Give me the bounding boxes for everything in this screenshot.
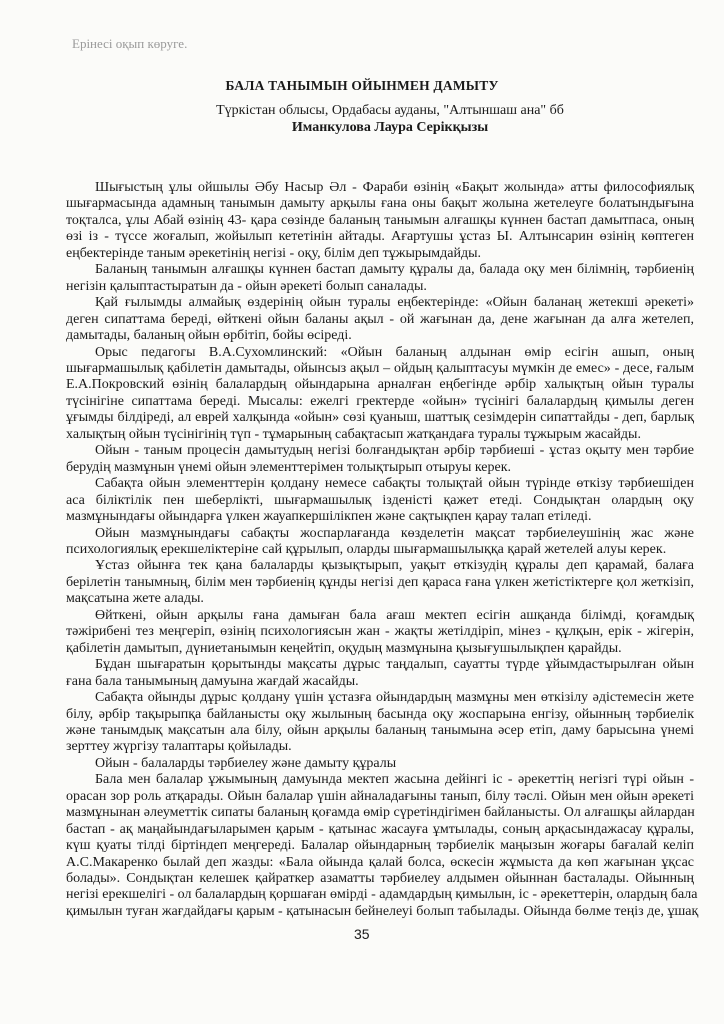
author-name: Иманкулова Лаура Серікқызы	[291, 120, 489, 135]
author-affiliation: Түркістан облысы, Ордабасы ауданы, "Алтыншаш ана" бб	[216, 103, 564, 118]
text-line: өзі із - түссе жоғалып, жойылып кететінін айтады. Ағартушы ұстаз Ы. Алтынсарин өзінің көптеген	[66, 229, 694, 245]
paragraph	[66, 476, 694, 525]
text-line: Бұдан шығаратын қорытынды мақсаты дұрыс таңдалып, сауатты түрде ұйымдастырылған ойын	[95, 657, 694, 673]
text-line: берілетін танымның, білім мен тәрбиенің құнды негізі деп қараса ғана үлкен жетістіктерге қол жеткізіп,	[66, 574, 694, 590]
text-line: зерттеу жүргізу талаптары қойылады.	[66, 739, 292, 755]
article-body	[66, 180, 699, 920]
text-line: Е.А.Покровский өзінің балалардың ойындарына арналған еңбегінде әрбір халықтың ойын туралы	[66, 377, 694, 393]
text-line: қимылын туған жағдайдағы қарым - қатынасын бейнелеуі болып табылады. Ойында бөлме теңіз де, ұшақ	[66, 903, 699, 919]
text-line: және танымдық мақсатын ала білу, ойын арқылы баланың танымына әсер етіп, даму барысына үнемі	[66, 722, 694, 738]
page-number: 35	[354, 926, 370, 942]
paragraph	[66, 772, 699, 920]
text-line: болады». Сондықтан келешек қайраткер азаматты тәрбиелеу алдымен ойыннан басталады. Ойынның	[66, 871, 694, 887]
text-line: А.С.Макаренко былай деп жазды: «Бала ойында қалай болса, өскесін жұмыста да көп жағынан ұқсас	[66, 854, 694, 870]
text-line: психологиялық ерекшеліктеріне сай құрылып, оларды шығармашылыққа қарай жетелей алуы керек.	[66, 541, 667, 557]
text-line: шығармасында адамның танымын дамыту арқылы ғана оны бақыт жолына жетелеуге болатындығына	[66, 196, 694, 212]
text-line: Орыс педагогы В.А.Сухомлинский: «Ойын баланың алдынан өмір есігін ашып, оның	[95, 344, 694, 360]
text-line: Сабақта ойынды дұрыс қолдану үшін ұстазға ойындардың мазмұны мен өткізілу әдістемесін жете	[95, 690, 694, 706]
paragraph	[66, 690, 694, 756]
text-line: Ойын - таным процесін дамытудың негізі болғандықтан әрбір тәрбиеші - ұстаз оқыту мен тәрбие	[95, 443, 694, 459]
paragraph	[66, 262, 694, 295]
previous-text-fragment: Ерінесі оқып көруге.	[72, 36, 188, 51]
text-line: бастап - ақ маңайындағыларымен қарым - қатынас жасауға ұмтылады, соның арқасындажасау құралы,	[66, 821, 694, 837]
text-line: тәжірибені тез меңгеріп, өзінің психологиясын жан - жақты жетілдіріп, мінез - құлқын, ерік - жігерін,	[66, 624, 694, 640]
text-line: Баланың танымын алғашқы күннен бастап дамыту құралы да, балада оқу мен білімнің, тәрбиенің	[95, 262, 694, 278]
text-line: ұғымды білдіреді, ал еврей халқында «ойын» сөзі қуаныш, шаттық сезімдерін сипаттайды - деп, барлық	[66, 410, 694, 426]
text-line: Өйткені, ойын арқылы ғана дамыған бала ағаш мектеп есігін ашқанда білімді, қоғамдық	[95, 607, 694, 623]
text-line: күш қуаты тілді біртіндеп меңгереді. Балалар ойындарның тәрбиелік маңызын жоғары бағалай келіп	[66, 838, 694, 854]
text-line: білу, әрбір тақырыпқа байланысты оқу жылының басында оқу жоспарына енгізу, ойынның тәрбиелік	[66, 706, 694, 722]
text-line: мазмұнынан әлеуметтік сипаты баланың қоғамда өмір сүретіндігімен байланысты. Ол алғашқы айлардан	[66, 805, 695, 821]
text-line: ғана бала танымының дамуына жағдай жасайды.	[66, 673, 359, 689]
text-line: еңбектерінде таным әрекетінің негізі - оқу, білім деп тұжырымдайды.	[66, 245, 481, 261]
paragraph	[66, 443, 694, 476]
text-line: Ойын - балаларды тәрбиелеу және дамыту құралы	[95, 755, 397, 771]
text-line: Ұстаз ойынға тек қана балаларды қызықтырып, уақыт өткізудің құралы деп қарамай, балаға	[95, 558, 694, 574]
text-line: дамытады, баланың ойын өрбітіп, бойы өсіреді.	[66, 328, 352, 344]
text-line: тоқталса, ұлы Абай өзінің 43- қара сөзінде баланың танымын алғашқы күннен бастап дамытпаса, оның	[66, 212, 694, 228]
text-line: орасан зор роль атқарады. Ойын балалар үшін айналадағыны танып, білу тәслі. Ойын мен ойын әрекеті	[66, 788, 694, 804]
text-line: берудің мазмұнын үнемі ойын элементтерімен толықтырып отыруы керек.	[66, 459, 512, 475]
text-line: Қай ғылымды алмайық өздерінің ойын туралы еңбектерінде: «Ойын баланаң жетекші әрекеті»	[95, 295, 694, 311]
paragraph	[66, 345, 694, 444]
paragraph	[66, 180, 694, 262]
text-line: аса біліктілік пен шеберлікті, шығармашылық ізденісті қажет етеді. Сондықтан олардың оқу	[66, 492, 694, 508]
paragraph	[66, 608, 694, 657]
text-line: Бала мен балалар ұжымының дамуында мектеп жасына дейінгі іс - әрекеттің негізгі түрі ойын -	[95, 772, 694, 788]
article-title: БАЛА ТАНЫМЫН ОЙЫНМЕН ДАМЫТУ	[225, 78, 499, 93]
paragraph	[66, 526, 694, 559]
text-line: халықтың ойын түсінігінің түп - тұмарының сабақтасып жатқандаға туралы тұжырым жасайды.	[66, 426, 641, 442]
text-line: шығармашылық қабілетін дамытады, ойынсыз ақыл – ойдың қалыптасуы мүмкін де емес» - десе, ғалым	[66, 360, 694, 376]
text-line: мақсатына жете алады.	[66, 591, 204, 607]
text-line: Ойын мазмұнындағы сабақты жоспарлағанда көзделетін мақсат тәрбиелеушінің жас және	[95, 525, 694, 541]
text-line: Шығыстың ұлы ойшылы Әбу Насыр Әл - Фараби өзінің «Бақыт жолында» атты философиялық	[95, 180, 694, 195]
paragraph	[66, 295, 694, 344]
text-line: қабілетін дамытып, дүниетанымын кеңейтіп, оқудың мазмұнына қызығушылықпен қарайды.	[66, 640, 622, 656]
text-line: негізін қалыптастыратын да - ойын әрекеті болып саналады.	[66, 278, 427, 294]
paragraph	[66, 657, 694, 690]
text-line: Сабақта ойын элементтерін қолдану немесе сабақты толықтай ойын түрінде өткізу тәрбиешіден	[95, 476, 694, 492]
paragraph	[66, 756, 694, 772]
text-line: түсінігіне сипаттама береді. Мысалы: ежелгі гректерде «ойын» түсінігі балалардың қимылы деген	[66, 393, 694, 409]
paragraph	[66, 558, 694, 607]
text-line: мазмұнындағы ойындарға үлкен жауапкершілікпен және сақтықпен қарау талап етіледі.	[66, 509, 592, 525]
text-line: деген сипаттама береді, өйткені ойын баланы ақыл - ой жағынан да, дене жағынан да алға жетелеп,	[66, 311, 694, 327]
text-line: негізі ерекшелігі - ол балалардың қоршаған өмірді - адамдардың қимылын, іс - әрекеттерін, олардың бала	[66, 887, 698, 903]
